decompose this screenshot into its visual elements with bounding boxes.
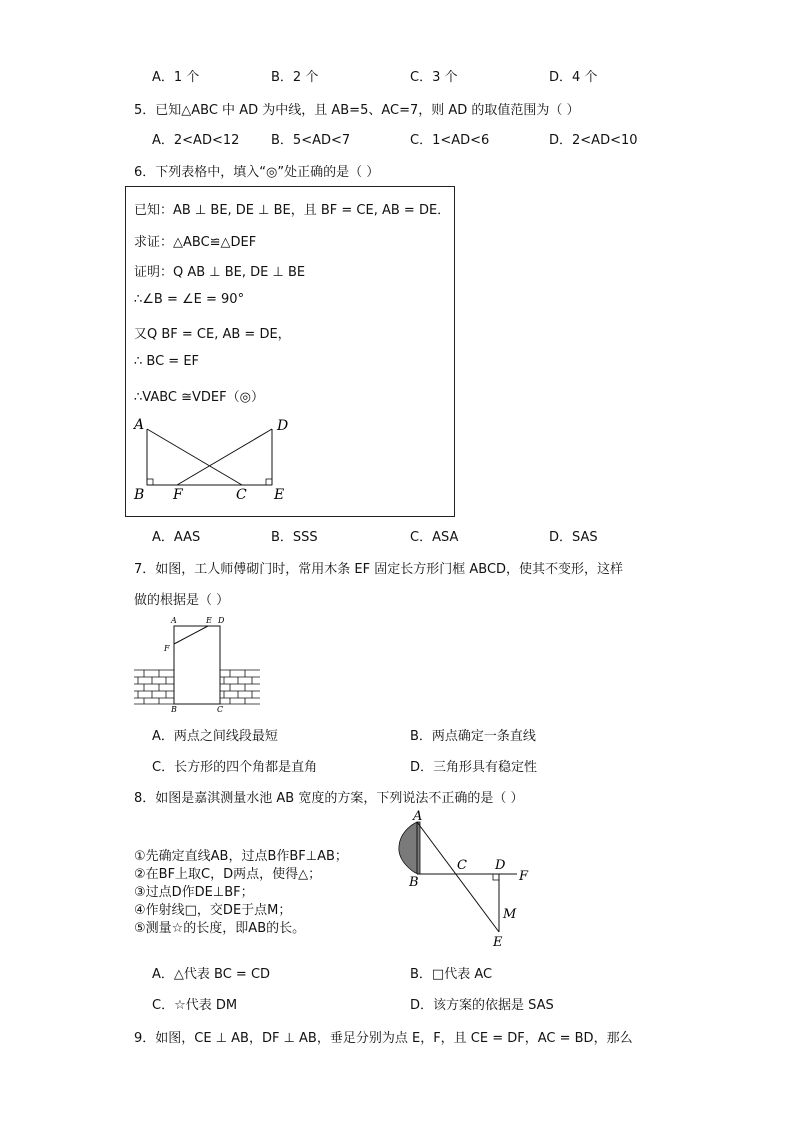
- q6-figure: [132, 417, 302, 502]
- q8-option-b[interactable]: B．□代表 AC: [410, 967, 493, 982]
- q6-option-d[interactable]: D．SAS: [549, 530, 598, 545]
- proof-to-prove: 求证：△ABC≌△DEF: [134, 235, 257, 250]
- label-b: B: [409, 875, 419, 890]
- q8-stem: 8．如图是嘉淇测量水池 AB 宽度的方案，下列说法不正确的是（ ）: [134, 791, 524, 806]
- q7-option-c[interactable]: C．长方形的四个角都是直角: [152, 760, 318, 775]
- q8-option-c[interactable]: C．☆代表 DM: [152, 998, 238, 1013]
- q8-step-4: ④作射线□，交DE于点M；: [134, 903, 292, 918]
- q9-stem: 9．如图，CE ⊥ AB，DF ⊥ AB，垂足分别为点 E，F，且 CE = DF，AC = BD，那么: [134, 1031, 633, 1046]
- proof-step-2: ∴∠B = ∠E = 90°: [134, 292, 245, 307]
- q6-stem: 6．下列表格中，填入“◎”处正确的是（ ）: [134, 165, 380, 180]
- q7-option-b[interactable]: B．两点确定一条直线: [410, 729, 536, 744]
- q5-option-d[interactable]: D．2<AD<10: [549, 133, 638, 148]
- label-b: B: [134, 487, 145, 502]
- ray-ae: [417, 822, 499, 932]
- label-a: A: [134, 417, 145, 433]
- label-e: E: [206, 616, 212, 625]
- label-m: M: [503, 907, 517, 922]
- q4-option-a[interactable]: A．1 个: [152, 70, 200, 85]
- q8-step-3: ③过点D作DE⊥BF；: [134, 885, 254, 900]
- label-d: D: [277, 418, 289, 434]
- q6-option-b[interactable]: B．SSS: [271, 530, 318, 545]
- label-c: C: [217, 705, 224, 714]
- segment-ac: [147, 429, 242, 485]
- q8-option-d[interactable]: D．该方案的依据是 SAS: [410, 998, 554, 1013]
- q7-stem-line1: 7．如图，工人师傅砌门时，常用木条 EF 固定长方形门框 ABCD，使其不变形，这样: [134, 562, 624, 577]
- q5-option-b[interactable]: B．5<AD<7: [271, 133, 351, 148]
- right-angle-e: [266, 479, 272, 485]
- label-f: F: [519, 869, 529, 884]
- q5-option-a[interactable]: A．2<AD<12: [152, 133, 240, 148]
- q6-option-a[interactable]: A．AAS: [152, 530, 201, 545]
- right-angle-b: [147, 479, 153, 485]
- q8-step-1: ①先确定直线AB，过点B作BF⊥AB；: [134, 849, 348, 864]
- label-a: A: [413, 809, 423, 824]
- label-a: A: [171, 616, 177, 625]
- q8-step-2: ②在BF上取C，D两点，使得△；: [134, 867, 322, 882]
- q7-stem-line2: 做的根据是（ ）: [134, 593, 230, 608]
- q7-option-d[interactable]: D．三角形具有稳定性: [410, 760, 538, 775]
- right-angle-d: [493, 874, 499, 880]
- proof-conclusion: ∴VABC ≅VDEF（◎）: [134, 390, 264, 405]
- q6-option-c[interactable]: C．ASA: [410, 530, 459, 545]
- label-d: D: [218, 616, 225, 625]
- q7-option-a[interactable]: A．两点之间线段最短: [152, 729, 278, 744]
- left-brick-wall: [134, 670, 174, 704]
- q8-step-5: ⑤测量☆的长度，即AB的长。: [134, 921, 306, 936]
- q5-stem: 5．已知△ABC 中 AD 为中线，且 AB=5、AC=7，则 AD 的取值范围为（ ）: [134, 103, 580, 118]
- label-c: C: [457, 858, 467, 873]
- q4-option-c[interactable]: C．3 个: [410, 70, 458, 85]
- right-brick-wall: [220, 670, 260, 704]
- proof-step-3: 又Q BF = CE, AB = DE，: [134, 327, 291, 342]
- q5-option-c[interactable]: C．1<AD<6: [410, 133, 490, 148]
- label-d: D: [495, 858, 506, 873]
- label-e: E: [493, 935, 503, 950]
- q7-figure: [134, 614, 264, 714]
- label-c: C: [236, 487, 247, 502]
- label-f: F: [164, 644, 170, 653]
- label-f: F: [173, 487, 183, 502]
- q6-proof-table: [125, 186, 455, 517]
- q4-option-d[interactable]: D．4 个: [549, 70, 598, 85]
- q8-figure: [395, 808, 545, 953]
- label-b: B: [171, 705, 177, 714]
- proof-step-4: ∴ BC = EF: [134, 354, 200, 369]
- proof-given: 已知：AB ⊥ BE, DE ⊥ BE，且 BF = CE, AB = DE．: [134, 203, 451, 218]
- segment-df: [177, 429, 272, 485]
- door-frame-abcd: [174, 626, 220, 704]
- label-e: E: [274, 487, 285, 502]
- proof-step-1: 证明：Q AB ⊥ BE, DE ⊥ BE: [134, 265, 306, 280]
- q4-option-b[interactable]: B．2 个: [271, 70, 319, 85]
- q8-option-a[interactable]: A．△代表 BC = CD: [152, 967, 271, 982]
